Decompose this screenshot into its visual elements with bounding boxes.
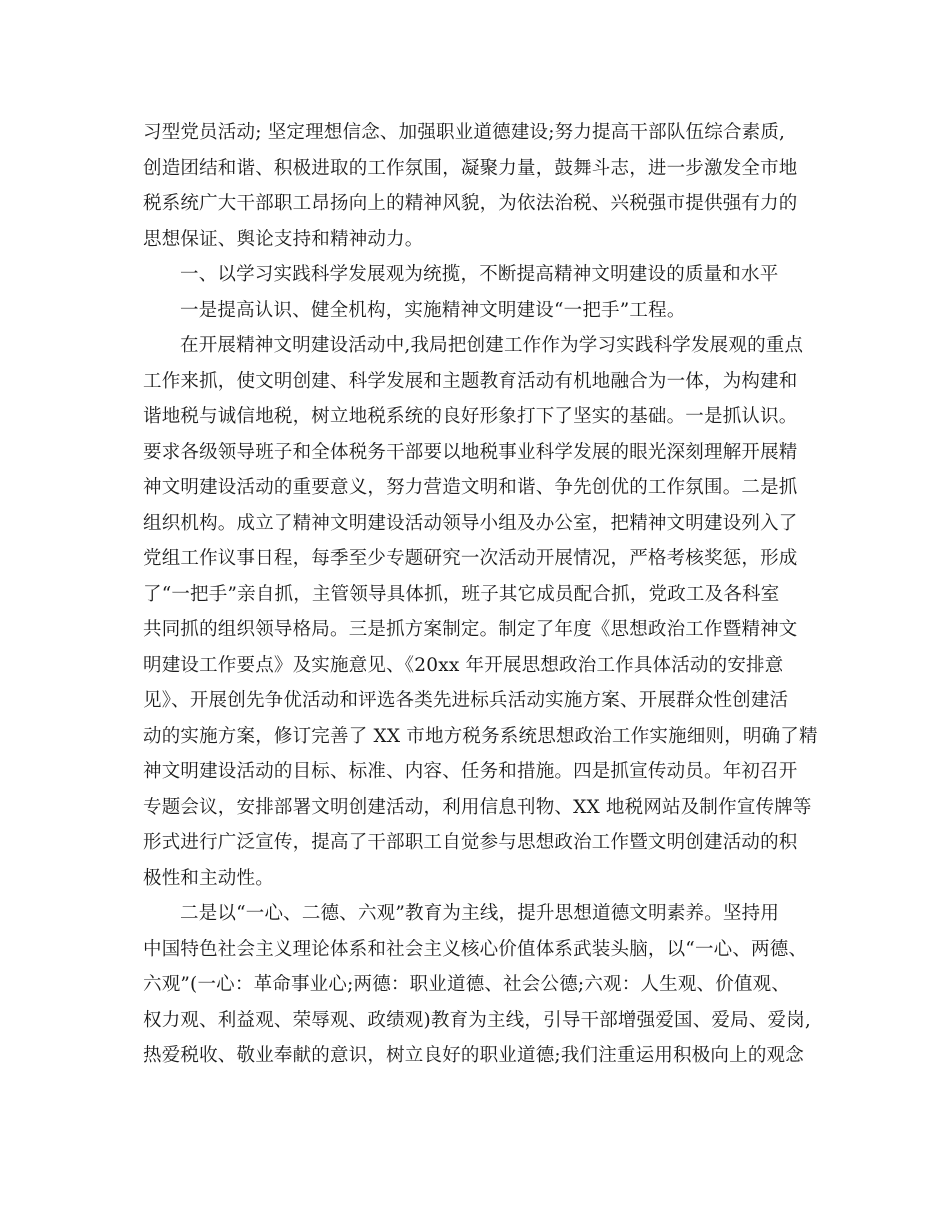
text-line: 见》、开展创先争优活动和评选各类先进标兵活动实施方案、开展群众性创建活 [143, 690, 789, 711]
body-text [143, 115, 818, 1074]
section-heading: 一、以学习实践科学发展观为统揽，不断提高精神文明建设的质量和水平 [180, 264, 779, 285]
text-line: 共同抓的组织领导格局。三是抓方案制定。制定了年度《思想政治工作暨精神文 [143, 619, 798, 640]
paragraph-start-line: 二是以“一心、二德、六观”教育为主线，提升思想道德文明素养。坚持用 [180, 903, 780, 924]
text-line: 神文明建设活动的目标、标准、内容、任务和措施。四是抓宣传动员。年初召开 [143, 761, 798, 782]
text-line: 热爱税收、敬业奉献的意识，树立良好的职业道德;我们注重运用积极向上的观念 [143, 1045, 804, 1066]
text-line: 神文明建设活动的重要意义，努力营造文明和谐、争先创优的工作氛围。二是抓 [143, 477, 798, 498]
text-line: 工作来抓，使文明创建、科学发展和主题教育活动有机地融合为一体，为构建和 [143, 370, 798, 392]
text-line: 形式进行广泛宣传，提高了干部职工自觉参与思想政治工作暨文明创建活动的积 [143, 832, 798, 853]
text-line: 党组工作议事日程，每季至少专题研究一次活动开展情况，严格考核奖惩，形成 [143, 548, 798, 569]
text-line: 组织机构。成立了精神文明建设活动领导小组及办公室，把精神文明建设列入了 [143, 512, 798, 534]
text-line: 税系统广大干部职工昂扬向上的精神风貌，为依法治税、兴税强市提供强有力的 [143, 193, 798, 214]
text-line: 动的实施方案，修订完善了 XX 市地方税务系统思想政治工作实施细则，明确了精 [143, 725, 818, 747]
text-line: 谐地税与诚信地税，树立地税系统的良好形象打下了坚实的基础。一是抓认识。 [143, 406, 798, 427]
text-line: 权力观、利益观、荣辱观、政绩观)教育为主线，引导干部增强爱国、爱局、爱岗, [143, 1009, 812, 1031]
paragraph-start-line: 在开展精神文明建设活动中,我局把创建工作作为学习实践科学发展观的重点 [180, 335, 804, 356]
text-line: 专题会议，安排部署文明创建活动，利用信息刊物、XX 地税网站及制作宣传牌等 [143, 796, 812, 818]
text-line: 明建设工作要点》及实施意见、《20xx 年开展思想政治工作具体活动的安排意 [143, 654, 784, 676]
text-line: 了“一把手”亲自抓，主管领导具体抓，班子其它成员配合抓，党政工及各科室 [143, 583, 780, 605]
subheading: 一是提高认识、健全机构，实施精神文明建设“一把手”工程。 [180, 299, 686, 321]
text-line: 创造团结和谐、积极进取的工作氛围，凝聚力量，鼓舞斗志，进一步激发全市地 [143, 157, 798, 179]
text-line: 要求各级领导班子和全体税务干部要以地税事业科学发展的眼光深刻理解开展精 [143, 441, 798, 463]
text-line: 极性和主动性。 [143, 867, 274, 889]
text-line: 思想保证、舆论支持和精神动力。 [143, 228, 424, 250]
text-line: 六观”(一心：革命事业心;两德：职业道德、社会公德;六观：人生观、价值观、 [143, 974, 791, 995]
text-line: 习型党员活动; 坚定理想信念、加强职业道德建设;努力提高干部队伍综合素质, [143, 122, 786, 143]
text-line: 中国特色社会主义理论体系和社会主义核心价值体系武装头脑，以“一心、两德、 [143, 938, 808, 960]
